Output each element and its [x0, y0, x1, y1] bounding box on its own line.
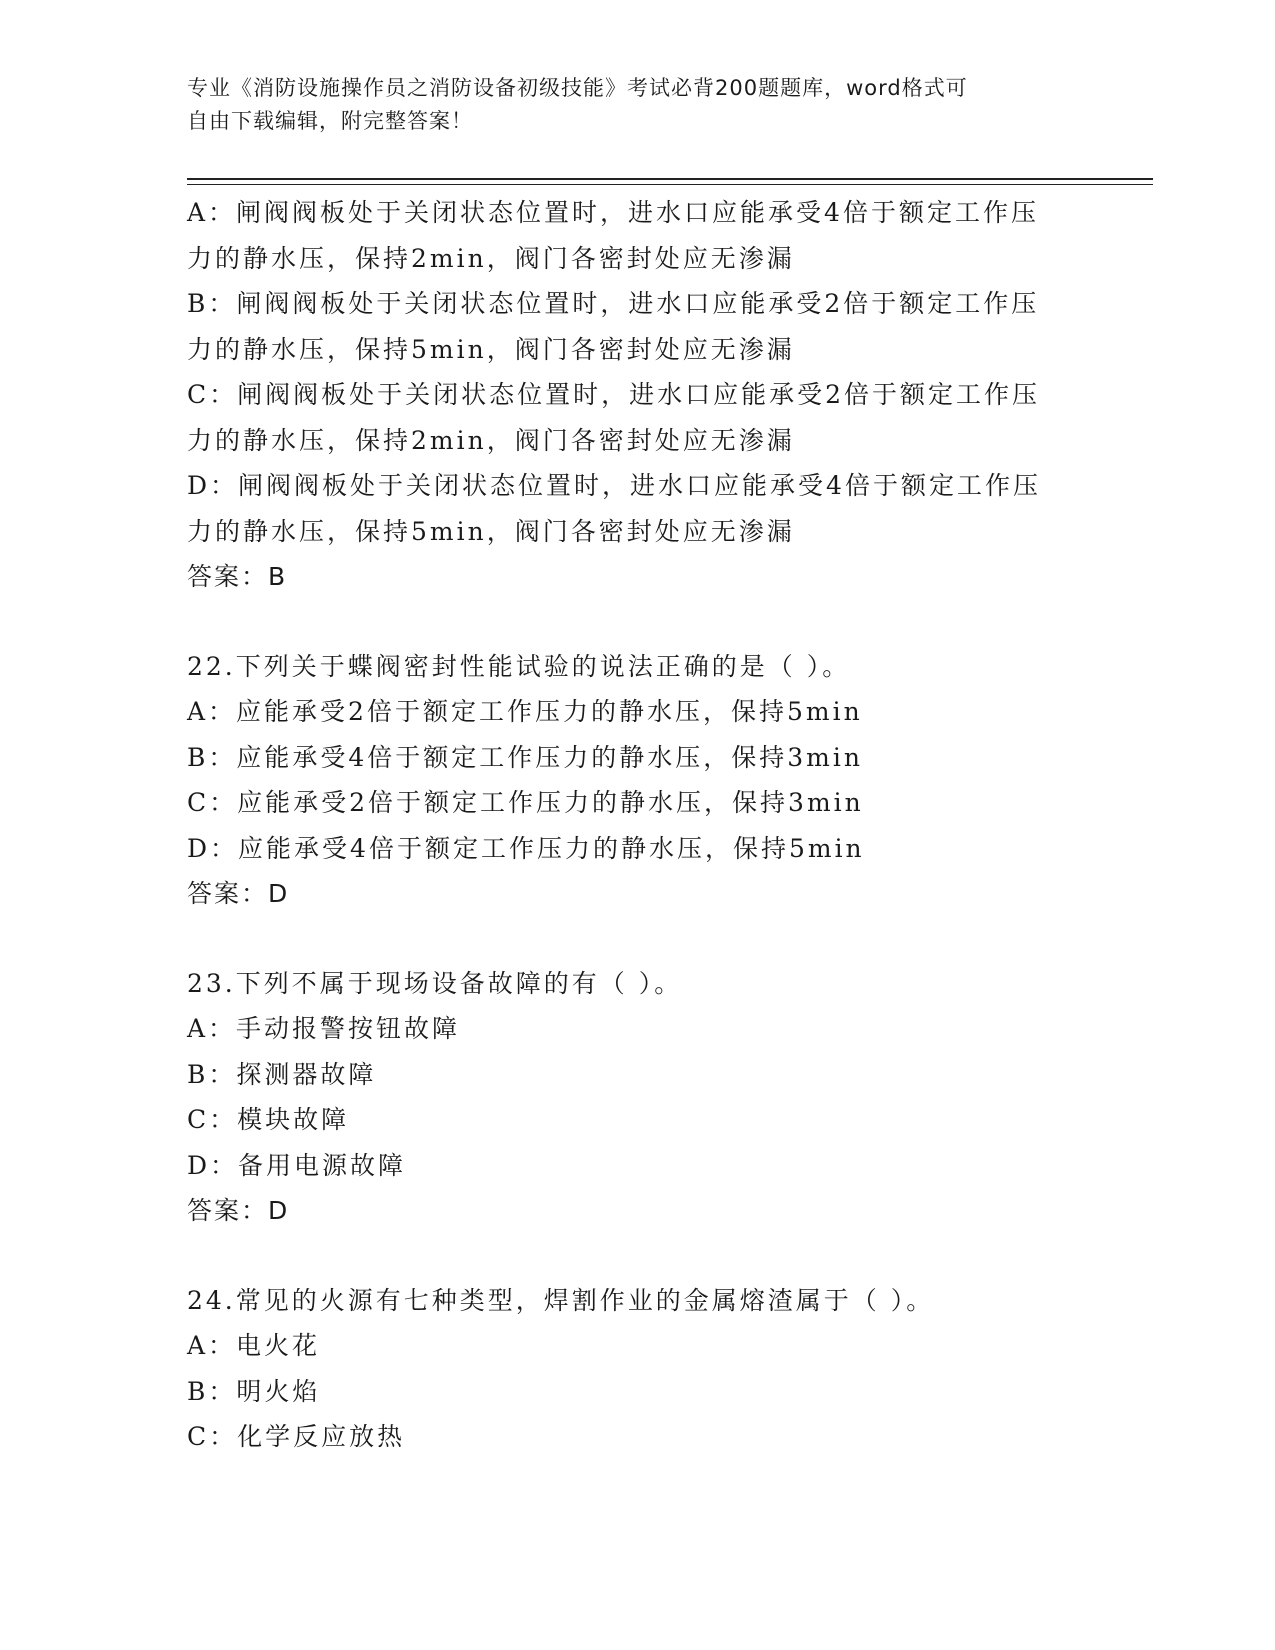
- option-d: D：应能承受4倍于额定工作压力的静水压，保持5min: [187, 833, 865, 863]
- question-23: [187, 961, 1087, 1234]
- question-stem-23: 23.下列不属于现场设备故障的有（ ）。: [187, 968, 683, 998]
- header-divider-thick: [187, 178, 1153, 180]
- header-divider-thin: [187, 184, 1153, 185]
- spacer: [187, 1234, 1087, 1278]
- option-a-line-1: A：闸阀阀板处于关闭状态位置时，进水口应能承受4倍于额定工作压: [187, 198, 1039, 227]
- option-c-line-1: C：闸阀阀板处于关闭状态位置时，进水口应能承受2倍于额定工作压: [187, 380, 1041, 409]
- header-line-2: 自由下载编辑，附完整答案！: [187, 109, 473, 133]
- question-21: [187, 190, 1087, 600]
- option-b: B：应能承受4倍于额定工作压力的静水压，保持3min: [187, 742, 863, 772]
- question-content: [187, 190, 1087, 1460]
- option-c: C：应能承受2倍于额定工作压力的静水压，保持3min: [187, 788, 864, 817]
- spacer: [187, 600, 1087, 644]
- option-a-line-2: 力的静水压，保持2min，阀门各密封处应无渗漏: [187, 243, 795, 273]
- document-header: [187, 72, 1067, 138]
- option-a: A：电火花: [187, 1331, 321, 1360]
- option-d: D：备用电源故障: [187, 1150, 407, 1180]
- option-c: C：模块故障: [187, 1105, 350, 1134]
- option-a: A：手动报警按钮故障: [187, 1014, 461, 1043]
- answer-21: 答案：B: [187, 562, 288, 591]
- question-stem-24: 24.常见的火源有七种类型，焊割作业的金属熔渣属于（ ）。: [187, 1285, 935, 1315]
- option-b-line-1: B：闸阀阀板处于关闭状态位置时，进水口应能承受2倍于额定工作压: [187, 289, 1040, 318]
- answer-22: 答案：D: [187, 879, 290, 908]
- option-b-line-2: 力的静水压，保持5min，阀门各密封处应无渗漏: [187, 334, 795, 364]
- option-c: C：化学反应放热: [187, 1422, 406, 1451]
- option-d-line-2: 力的静水压，保持5min，阀门各密封处应无渗漏: [187, 516, 795, 546]
- option-a: A：应能承受2倍于额定工作压力的静水压，保持5min: [187, 697, 863, 726]
- spacer: [187, 917, 1087, 961]
- option-c-line-2: 力的静水压，保持2min，阀门各密封处应无渗漏: [187, 425, 795, 455]
- header-line-1: 专业《消防设施操作员之消防设备初级技能》考试必背200题题库，word格式可: [187, 76, 968, 100]
- option-d-line-1: D：闸阀阀板处于关闭状态位置时，进水口应能承受4倍于额定工作压: [187, 471, 1041, 500]
- question-24: [187, 1278, 1087, 1460]
- question-22: [187, 644, 1087, 917]
- option-b: B：探测器故障: [187, 1059, 377, 1089]
- answer-23: 答案：D: [187, 1196, 290, 1225]
- option-b: B：明火焰: [187, 1376, 321, 1406]
- question-stem-22: 22.下列关于蝶阀密封性能试验的说法正确的是（ ）。: [187, 651, 851, 681]
